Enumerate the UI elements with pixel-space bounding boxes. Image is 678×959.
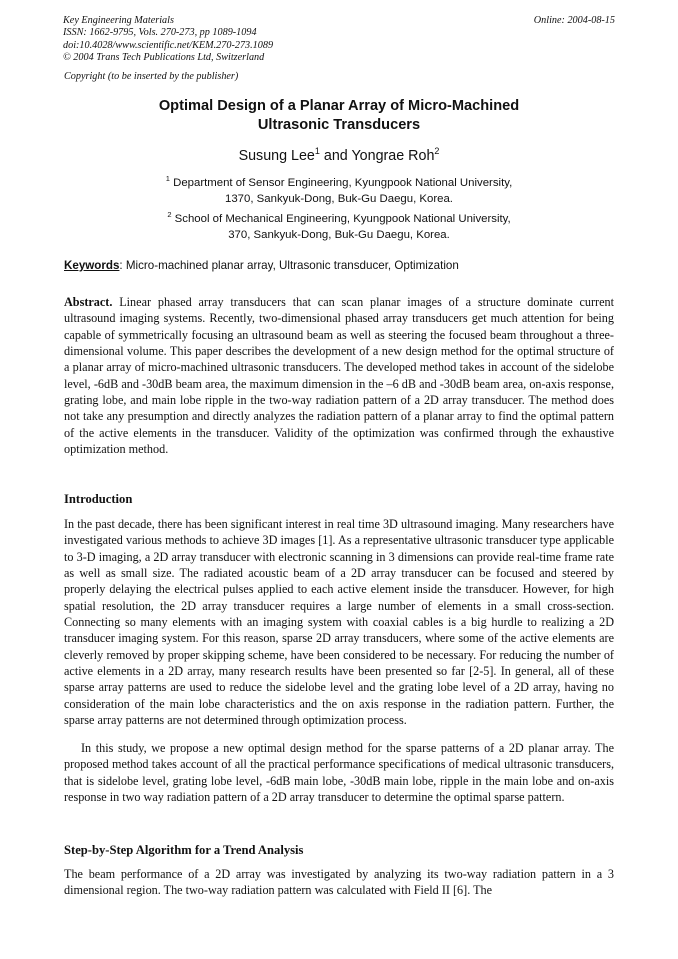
abstract-text: Linear phased array transducers that can scan planar images of a structure dominate current ultrasound imaging systems. Recently, two-dimensional phased array transducers get much attention for being capable of symmetrically focusing an ultrasound beam as well as steering the focused beam throughout a three-dimensional volume. This paper describes the development of a new design method for the optimal structure of a planar array of micro-machined ultrasonic transducers. The developed method takes in account of the sidelobe level, -6dB and -30dB beam area, the maximum dimension in the –6 dB and -30dB beam area, on-axis response, grating lobe, and main lobe ripple in the two-way radiation pattern of a 2D array transducer. The method does not take any presumption and directly analyzes the radiation pattern of a planar array to find the optimal pattern of the active elements in the transducer. Validity of the optimization was confirmed through the exhaustive optimization method. <box>64 295 614 457</box>
doi-line: doi:10.4028/www.scientific.net/KEM.270-273.1089 <box>63 39 274 51</box>
introduction-heading: Introduction <box>64 492 133 506</box>
paper-title <box>60 97 618 135</box>
publisher-line: © 2004 Trans Tech Publications Ltd, Switzerland <box>63 51 265 63</box>
affiliation-1 <box>60 171 618 207</box>
affiliation-mark: 1 <box>165 174 170 183</box>
affiliation-address: 1370, Sankyuk-Dong, Buk-Gu Daegu, Korea. <box>225 192 453 205</box>
title-line-2: Ultrasonic Transducers <box>257 117 421 133</box>
affiliation-text: School of Mechanical Engineering, Kyungpook National University, <box>171 212 511 225</box>
online-date: Online: 2004-08-15 <box>533 15 615 26</box>
title-line-1: Optimal Design of a Planar Array of Micro-Machined <box>158 98 520 114</box>
affiliation-line <box>60 207 618 227</box>
author-name: Yongrae Roh <box>351 147 435 164</box>
journal-name: Key Engineering Materials <box>63 15 174 26</box>
affiliation-mark: 2 <box>434 146 440 156</box>
keywords-separator: : <box>119 259 126 272</box>
algorithm-paragraph: The beam performance of a 2D array was investigated by analyzing its two-way radiation pattern in a 3 dimensional region. The two-way radiation pattern was calculated with Field II [6]. The <box>64 867 614 898</box>
algorithm-heading: Step-by-Step Algorithm for a Trend Analysis <box>64 843 304 857</box>
affiliation-text: Department of Sensor Engineering, Kyungpook National University, <box>169 176 513 189</box>
journal-info <box>63 15 273 64</box>
affiliation-address: 370, Sankyuk-Dong, Buk-Gu Daegu, Korea. <box>228 228 450 241</box>
affiliation-2 <box>60 207 618 243</box>
author-name: Susung Lee <box>238 147 315 164</box>
issn-line: ISSN: 1662-9795, Vols. 270-273, pp 1089-1094 <box>63 27 257 39</box>
copyright-note: Copyright (to be inserted by the publisher) <box>64 71 239 82</box>
abstract-label: Abstract. <box>64 295 113 309</box>
introduction-paragraph-1: In the past decade, there has been significant interest in real time 3D ultrasound imaging. Many researchers have investigated various methods to achieve 3D images [1]. As a representative ultrasonic transducer type applicable to 3-D imaging, a 2D array transducer with electronic scanning in 3 dimensions can provide real-time frame rate as well as small size. The radiated acoustic beam of a 2D array transducer can be focused and steered by properly delaying the electrical pulses applied to each active element inside the transducer. However, for high spatial resolution, the 2D array transducer requires a large number of elements in a small cross-section. Connecting so many elements with an imaging system with coaxial cables is a big hurdle to realizing a 2D transducer imaging system. For this reason, sparse 2D array transducers, where some of the active elements are cleverly removed by proper skipping scheme, have been considered to be necessary. For reducing the number of active elements in a 2D array, many research results have been presented so far [2-5]. In general, all of these sparse array patterns are used to reduce the sidelobe level and the grating lobe level of a 2D array, having no consideration of the main lobe characteristics and the on axis response in the radiation pattern. Further, the sparse array patterns are not determined through optimization process. <box>64 517 614 728</box>
author-joiner: and <box>319 147 352 164</box>
introduction-paragraph-2: In this study, we propose a new optimal design method for the sparse patterns of a 2D planar array. The proposed method takes account of all the practical performance specifications of medical ultrasonic transducers, that is sidelobe level, grating lobe level, -6dB main lobe, -30dB main lobe, ripple in the main lobe and on-axis response in two way radiation pattern of a 2D array transducer to determine the optimal sparse pattern. <box>64 741 614 805</box>
affiliation-line <box>60 171 618 191</box>
keywords-label: Keywords <box>64 259 120 272</box>
affiliation-mark: 1 <box>314 146 320 156</box>
author-list <box>60 146 618 164</box>
keywords-text: Micro-machined planar array, Ultrasonic transducer, Optimization <box>125 259 459 272</box>
affiliation-mark: 2 <box>167 210 172 219</box>
journal-header <box>63 15 615 64</box>
keywords-line <box>64 259 616 272</box>
abstract-paragraph <box>64 294 614 457</box>
